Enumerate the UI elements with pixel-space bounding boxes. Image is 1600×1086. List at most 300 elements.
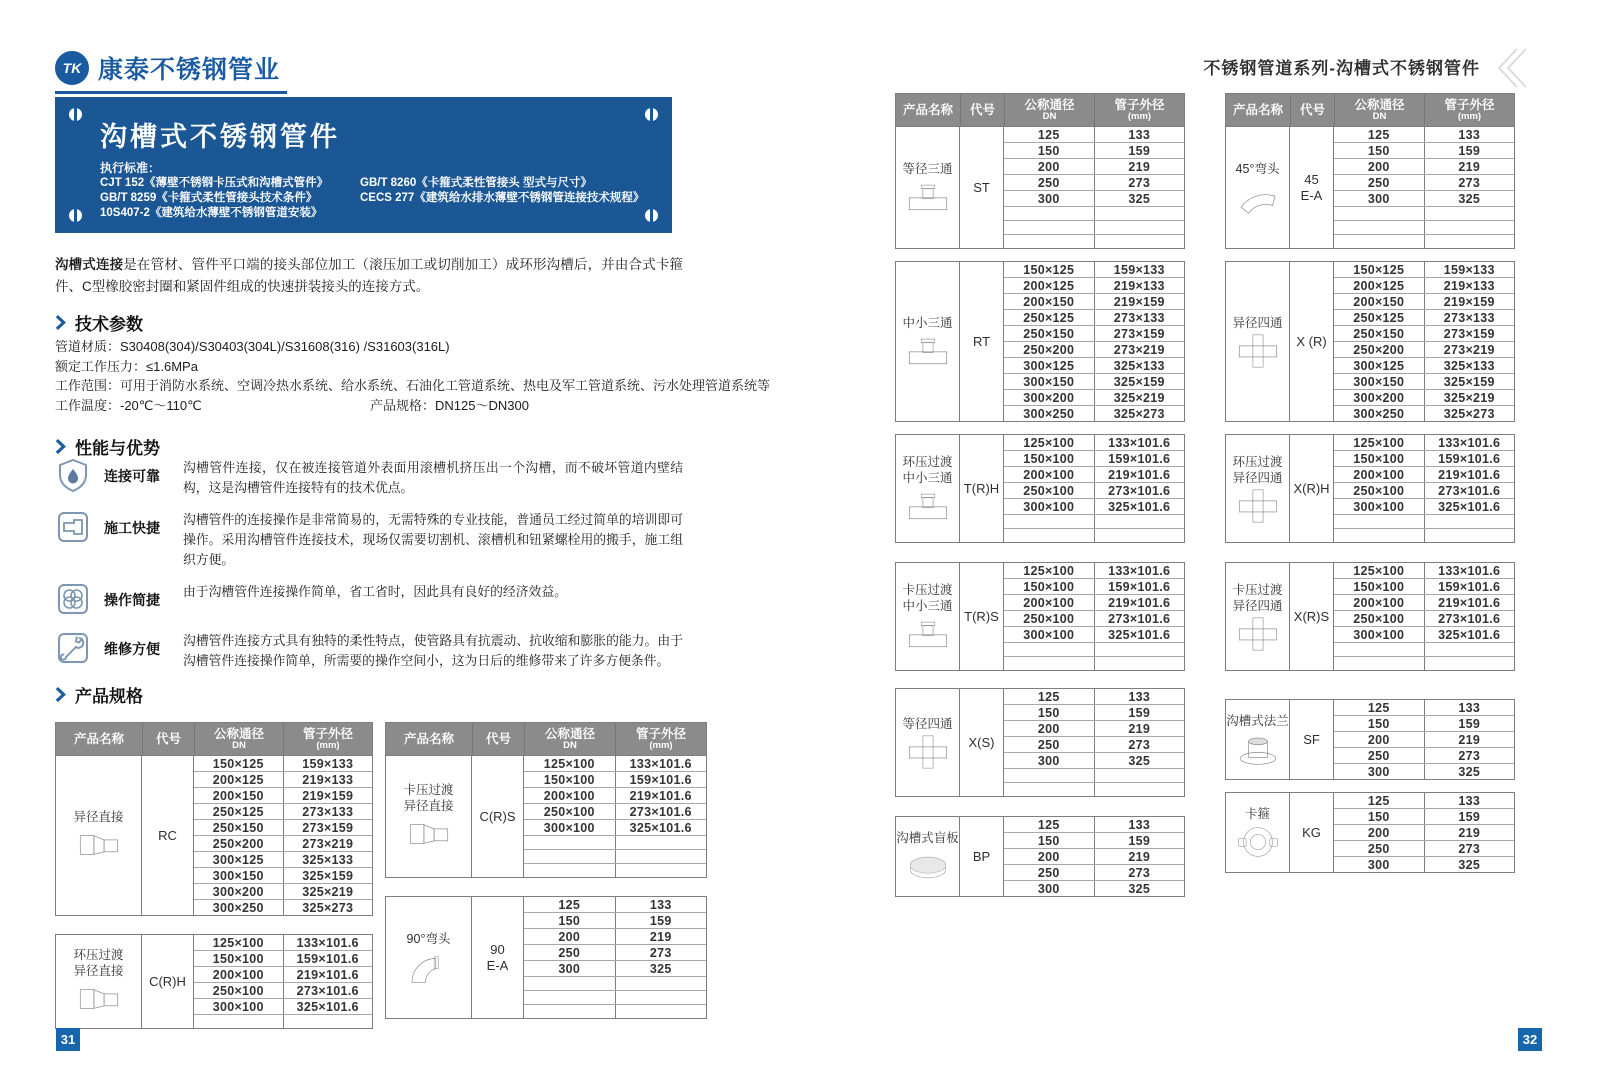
product-name: 环压过渡: [902, 455, 953, 469]
table-row: [1334, 856, 1514, 872]
dn-value: 250×200: [1353, 342, 1405, 357]
dn-value: 300: [1367, 857, 1390, 872]
table-body: [386, 897, 706, 1018]
table-row: [524, 928, 706, 944]
od-value: 133: [1094, 817, 1185, 832]
table-body: [56, 756, 372, 915]
product-code-cell: [960, 563, 1004, 670]
od-value: 219×159: [1094, 294, 1185, 309]
header-text: 管子外径: [1114, 98, 1165, 112]
product-table-T(R)H: [895, 434, 1185, 543]
company-logo: [55, 50, 280, 86]
company-name: 康泰不锈钢管业: [98, 56, 281, 84]
od-value: 325×133: [1094, 358, 1185, 373]
section-heading-tech: [55, 310, 143, 335]
table-body: [1226, 793, 1514, 872]
table-row: [524, 803, 706, 819]
od-value: 159×133: [1424, 262, 1515, 277]
header-code: [1290, 94, 1334, 126]
table-row: [1334, 127, 1514, 142]
header-subtext: DN: [1372, 111, 1387, 122]
table-body: [896, 817, 1184, 896]
od-value: 273×101.6: [1094, 483, 1185, 498]
dn-value-empty: [1334, 657, 1424, 670]
dn-value: 250: [558, 945, 581, 960]
dn-value-empty: [1004, 783, 1094, 796]
product-image-disc: [906, 849, 950, 883]
dn-value-empty: [1004, 235, 1094, 248]
product-image-reducer: [407, 817, 451, 851]
table-row: [1334, 277, 1514, 293]
dn-value: 250×100: [1023, 483, 1075, 498]
product-name: 中小三通: [902, 316, 953, 330]
table-row: [194, 867, 372, 883]
table-row-empty: [1004, 656, 1184, 670]
dn-value: 200: [558, 929, 581, 944]
product-image-reducer: [77, 982, 121, 1016]
table-row: [1004, 817, 1184, 832]
dn-value-empty: [1334, 235, 1424, 248]
product-name: 中小三通: [902, 599, 953, 613]
product-image-cross: [1236, 617, 1280, 651]
tech-spec-lines: [55, 337, 770, 415]
dn-value: 300: [558, 961, 581, 976]
product-name-cell: [56, 935, 142, 1028]
dn-value-empty: [1004, 207, 1094, 220]
table-row: [1004, 357, 1184, 373]
table-row: [1004, 704, 1184, 720]
header-od: [1094, 94, 1184, 126]
product-image-cross: [1236, 489, 1280, 523]
table-row: [1004, 848, 1184, 864]
dn-value: 200×100: [1353, 467, 1405, 482]
od-value: 133: [1094, 127, 1185, 142]
dn-value: 300×250: [1353, 406, 1405, 421]
table-row-empty: [524, 863, 706, 877]
od-value-empty: [1094, 643, 1185, 656]
od-value: 219×159: [1424, 294, 1515, 309]
od-value-empty: [1424, 515, 1515, 528]
product-code-cell: [1290, 435, 1334, 542]
dn-value: 150×125: [1353, 262, 1405, 277]
header-text: 代号: [1299, 103, 1325, 117]
header-product-name: [386, 723, 472, 755]
od-value-empty: [283, 1015, 373, 1028]
dn-value: 150×100: [1023, 579, 1075, 594]
product-table-SF: [1225, 699, 1515, 780]
dn-value: 300: [1367, 191, 1390, 206]
dn-value: 200: [1037, 159, 1060, 174]
dn-value: 300: [1037, 753, 1060, 768]
dn-value-empty: [1334, 207, 1424, 220]
od-value: 159×133: [1094, 262, 1185, 277]
table-row-empty: [1004, 782, 1184, 796]
dn-value: 150×100: [543, 772, 595, 787]
table-row: [1004, 262, 1184, 277]
dn-value: 200×150: [212, 788, 264, 803]
page-number-badge: 32: [1518, 1028, 1542, 1051]
logo-underline: [55, 91, 287, 94]
product-name-cell: [896, 563, 960, 670]
product-name-cell: [896, 127, 960, 248]
product-code: T(R)H: [963, 480, 1000, 496]
table-rows: [1004, 689, 1184, 796]
table-row: [1004, 450, 1184, 466]
product-table-45E-A: [1225, 93, 1515, 249]
header-dn: [524, 723, 615, 755]
header-subtext: (mm): [1457, 111, 1482, 122]
product-name: 等径四通: [902, 717, 953, 731]
table-row: [524, 771, 706, 787]
product-code: X(R)S: [1293, 608, 1330, 624]
od-value-empty: [1094, 235, 1185, 248]
product-name-cell: [896, 817, 960, 896]
dn-value-empty: [524, 850, 615, 863]
product-name: 沟槽式盲板: [896, 831, 959, 845]
od-value: 159: [1424, 809, 1515, 824]
feature-text: 沟槽管件连接方式具有独特的柔性特点，使管路具有抗震动、抗收缩和膨胀的能力。由于沟槽管件连接操作简单，所需要的操作空间小，这为日后的维修带来了许多方便条件。: [183, 633, 683, 668]
table-row-empty: [524, 990, 706, 1004]
od-value: 219×101.6: [1424, 595, 1515, 610]
od-value-empty: [615, 991, 707, 1004]
product-name: 卡压过渡: [902, 583, 953, 597]
od-value: 273×101.6: [1424, 483, 1515, 498]
table-row: [1334, 341, 1514, 357]
table-row-empty: [1334, 220, 1514, 234]
dn-value: 200×100: [1023, 595, 1075, 610]
od-value: 219×101.6: [283, 967, 373, 982]
product-code: C(R)S: [479, 808, 516, 824]
table-body: [896, 563, 1184, 670]
table-row: [1004, 752, 1184, 768]
table-row-empty: [1004, 514, 1184, 528]
od-value-empty: [1094, 221, 1185, 234]
intro-text: 是在管材、管件平口端的接头部位加工（滚压加工或切削加工）成环形沟槽后，并由合式卡箍件、C型橡胶密封圈和紧固件组成的快速拼装接头的连接方式。: [55, 257, 684, 294]
table-row: [1334, 174, 1514, 190]
table-row: [1004, 309, 1184, 325]
product-name: 中小三通: [902, 471, 953, 485]
header-text: 代号: [155, 732, 181, 746]
dn-value-empty: [1334, 643, 1424, 656]
dn-value: 300×150: [1023, 374, 1075, 389]
table-header-row: [386, 723, 706, 756]
product-name: 异径四通: [1232, 316, 1283, 330]
product-name-cell: [386, 897, 472, 1018]
product-table-KG: [1225, 792, 1515, 873]
product-code: E-A: [486, 957, 509, 973]
feature-text: 沟槽管件的连接操作是非常简易的，无需特殊的专业技能，普通员工经过简单的培训即可操作。采用沟槽管件连接技术，现场仅需要切割机、滚槽机和钮紧螺栓用的搬手，施工组织方便。: [183, 512, 683, 567]
dn-value-empty: [1004, 221, 1094, 234]
standard-line: GB/T 8259《卡箍式柔性管接头技术条件》: [100, 192, 318, 204]
table-row: [1334, 262, 1514, 277]
dn-value-empty: [194, 1015, 283, 1028]
od-value: 325×159: [1424, 374, 1515, 389]
product-code-cell: [142, 756, 194, 915]
table-row: [1334, 498, 1514, 514]
od-value: 133×101.6: [283, 935, 373, 950]
od-value: 133×101.6: [1094, 563, 1185, 578]
od-value: 159×101.6: [1424, 579, 1515, 594]
dn-value: 150×100: [1353, 579, 1405, 594]
dn-value: 250×100: [1353, 483, 1405, 498]
product-image-elbow45: [1236, 180, 1280, 214]
table-row: [194, 950, 372, 966]
od-value: 273×159: [1094, 326, 1185, 341]
od-value: 273: [1424, 175, 1515, 190]
header-od: [283, 723, 372, 755]
header-subtext: (mm): [316, 740, 340, 751]
table-row: [1004, 389, 1184, 405]
table-row-empty: [1334, 656, 1514, 670]
dn-value: 150: [1037, 143, 1060, 158]
table-column-left-b: [385, 722, 707, 1037]
product-name-cell: [1226, 700, 1290, 779]
od-value: 273: [1094, 737, 1185, 752]
section-heading-spec: [55, 682, 143, 707]
table-row-empty: [1004, 642, 1184, 656]
product-code: BP: [972, 848, 991, 864]
product-image-tee: [906, 180, 950, 214]
dn-value: 250: [1037, 865, 1060, 880]
od-value: 325×133: [1424, 358, 1515, 373]
tech-spec-text: 工作温度：-20℃～110℃: [55, 397, 202, 413]
table-row: [1334, 373, 1514, 389]
product-table-X(R): [1225, 261, 1515, 422]
tech-spec-text: 管道材质：S30408(304)/S30403(304L)/S31608(316) /S31603(316L): [55, 339, 450, 354]
table-rows: [1004, 435, 1184, 542]
od-value: 133: [1424, 127, 1515, 142]
od-value-empty: [1094, 783, 1185, 796]
od-value: 219×101.6: [1424, 467, 1515, 482]
od-value: 219: [615, 929, 707, 944]
dn-value-empty: [1334, 221, 1424, 234]
section-heading-label: 性能与优势: [75, 439, 160, 458]
table-row-empty: [524, 849, 706, 863]
banner-corner-icon: [645, 108, 658, 121]
table-row: [1334, 435, 1514, 450]
product-name: 异径直接: [403, 799, 454, 813]
banner-corner-icon: [645, 209, 658, 222]
od-value: 219×133: [283, 772, 373, 787]
product-name: 45°弯头: [1235, 162, 1280, 176]
section-chevron-icon: [55, 314, 66, 331]
product-code-cell: [1290, 793, 1334, 872]
table-column-right-b: [1225, 93, 1515, 873]
table-body: [896, 127, 1184, 248]
feature-list: [55, 457, 683, 682]
dn-value: 125: [1037, 127, 1060, 142]
table-rows: [1004, 563, 1184, 670]
dn-value: 250×125: [1023, 310, 1075, 325]
dn-value: 250: [1367, 175, 1390, 190]
dn-value: 200×150: [1023, 294, 1075, 309]
dn-value: 200×150: [1353, 294, 1405, 309]
table-row: [1004, 880, 1184, 896]
od-value: 219: [1424, 159, 1515, 174]
dn-value: 150: [1037, 705, 1060, 720]
table-row: [1334, 293, 1514, 309]
table-row: [1334, 747, 1514, 763]
page-number-badge: 31: [56, 1028, 80, 1051]
table-row: [1004, 832, 1184, 848]
product-code: ST: [973, 179, 990, 195]
table-body: [1226, 700, 1514, 779]
table-row: [1004, 341, 1184, 357]
table-rows: [1334, 435, 1514, 542]
product-table-X(R)H: [1225, 434, 1515, 543]
od-value: 273: [1424, 748, 1515, 763]
dn-value: 200×100: [1023, 467, 1075, 482]
feature-item: [55, 457, 683, 498]
header-text: 代号: [485, 732, 511, 746]
od-value-empty: [1424, 657, 1515, 670]
tech-spec-line: [55, 357, 770, 377]
header-code: [960, 94, 1004, 126]
tech-spec-text: 工作范围：可用于消防水系统、空调冷热水系统、给水系统、石油化工管道系统、热电及军工管道系统、污水处理管道系统等: [55, 378, 771, 393]
od-value: 273×133: [1094, 310, 1185, 325]
dn-value: 300×150: [212, 868, 264, 883]
dn-value: 300×125: [1353, 358, 1405, 373]
header-text: 管子外径: [302, 727, 353, 741]
product-range-text: 产品规格：DN125～DN300: [370, 397, 529, 413]
table-body: [896, 689, 1184, 796]
dn-value: 250×150: [1023, 326, 1075, 341]
table-row: [1334, 763, 1514, 779]
od-value: 325: [1094, 753, 1185, 768]
od-value: 325: [1424, 191, 1515, 206]
table-row: [1334, 700, 1514, 715]
od-value-empty: [1424, 643, 1515, 656]
feature-label: 连接可靠: [104, 468, 160, 484]
table-row: [1334, 482, 1514, 498]
intro-lead: 沟槽式连接: [55, 257, 124, 272]
tech-spec-line: [55, 376, 770, 396]
od-value: 219: [1094, 721, 1185, 736]
od-value: 159×101.6: [615, 772, 707, 787]
table-row: [1334, 466, 1514, 482]
product-code-cell: [472, 897, 524, 1018]
header-product-name: [1226, 94, 1290, 126]
product-code-cell: [960, 127, 1004, 248]
dn-value: 250: [1367, 841, 1390, 856]
tech-spec-text: 额定工作压力：≤1.6MPa: [55, 358, 198, 374]
table-rows: [1334, 127, 1514, 248]
dn-value-empty: [1004, 769, 1094, 782]
product-code: SF: [1303, 731, 1320, 747]
od-value: 219: [1424, 732, 1515, 747]
product-code-cell: [1290, 563, 1334, 670]
table-row: [194, 756, 372, 771]
od-value: 325×101.6: [1094, 627, 1185, 642]
table-row-empty: [1334, 528, 1514, 542]
dn-value: 250×100: [212, 983, 264, 998]
series-header: 不锈钢管道系列-沟槽式不锈钢管件: [1203, 59, 1480, 78]
product-name-cell: [896, 262, 960, 421]
product-table-C(R)H: [55, 934, 373, 1029]
od-value: 273: [1094, 865, 1185, 880]
od-value: 325×273: [1094, 406, 1185, 421]
page-title: 沟槽式不锈钢管件: [100, 122, 340, 152]
dn-value-empty: [1334, 529, 1424, 542]
od-value: 273×219: [283, 836, 373, 851]
table-row: [1004, 594, 1184, 610]
product-name: 卡压过渡: [403, 783, 454, 797]
header-subtext: DN: [563, 740, 577, 751]
product-name: 卡箍: [1244, 807, 1270, 821]
product-name-cell: [1226, 793, 1290, 872]
header-subtext: DN: [232, 740, 246, 751]
od-value: 159×133: [283, 756, 373, 771]
dn-value-empty: [1004, 657, 1094, 670]
header-text: 产品名称: [403, 732, 454, 746]
table-row-empty: [524, 835, 706, 849]
od-value-empty: [1094, 529, 1185, 542]
header-text: 公称通径: [1354, 98, 1405, 112]
product-image-flange: [1236, 732, 1280, 766]
header-text: 代号: [969, 103, 995, 117]
od-value: 219×133: [1094, 278, 1185, 293]
product-table-90E-A: [385, 896, 707, 1019]
table-row: [194, 982, 372, 998]
dn-value-empty: [1004, 515, 1094, 528]
od-value: 325×273: [1424, 406, 1515, 421]
dn-value-empty: [524, 991, 615, 1004]
table-row: [1004, 563, 1184, 578]
table-header-row: [896, 94, 1184, 127]
od-value: 325: [1094, 191, 1185, 206]
dn-value: 250: [1367, 748, 1390, 763]
header-dn: [1004, 94, 1094, 126]
od-value-empty: [615, 850, 707, 863]
table-row: [1004, 720, 1184, 736]
od-value-empty: [1424, 235, 1515, 248]
feature-text: 沟槽管件连接，仅在被连接管道外表面用滚槽机挤压出一个沟槽，而不破坏管道内壁结构，这是沟槽管件连接特有的技术优点。: [183, 460, 683, 495]
product-table-T(R)S: [895, 562, 1185, 671]
od-value: 325×219: [283, 884, 373, 899]
product-code-cell: [1290, 262, 1334, 421]
dn-value: 150: [1367, 809, 1390, 824]
table-rows: [1004, 127, 1184, 248]
standards-column-1: [100, 176, 328, 221]
od-value: 273: [615, 945, 707, 960]
table-body: [896, 262, 1184, 421]
header-text: 产品名称: [73, 732, 124, 746]
table-rows: [1334, 700, 1514, 779]
od-value-empty: [1424, 221, 1515, 234]
od-value: 133×101.6: [1424, 435, 1515, 450]
feature-label: 施工快捷: [104, 520, 160, 536]
header-code: [142, 723, 194, 755]
table-row: [1334, 142, 1514, 158]
product-code-cell: [1290, 127, 1334, 248]
table-row: [1334, 824, 1514, 840]
table-row: [1004, 736, 1184, 752]
section-heading-label: 产品规格: [75, 687, 143, 706]
product-code: X(R)H: [1293, 480, 1330, 496]
od-value: 325: [615, 961, 707, 976]
table-row: [524, 897, 706, 912]
dn-value: 200×125: [212, 772, 264, 787]
table-row: [1334, 578, 1514, 594]
od-value: 133: [1094, 689, 1185, 704]
od-value: 133×101.6: [1424, 563, 1515, 578]
od-value: 219×159: [283, 788, 373, 803]
product-name-cell: [896, 435, 960, 542]
logo-mark-icon: TK: [55, 51, 89, 85]
table-row: [1334, 626, 1514, 642]
dn-value: 200×125: [1353, 278, 1405, 293]
product-image-reducer: [77, 828, 121, 862]
